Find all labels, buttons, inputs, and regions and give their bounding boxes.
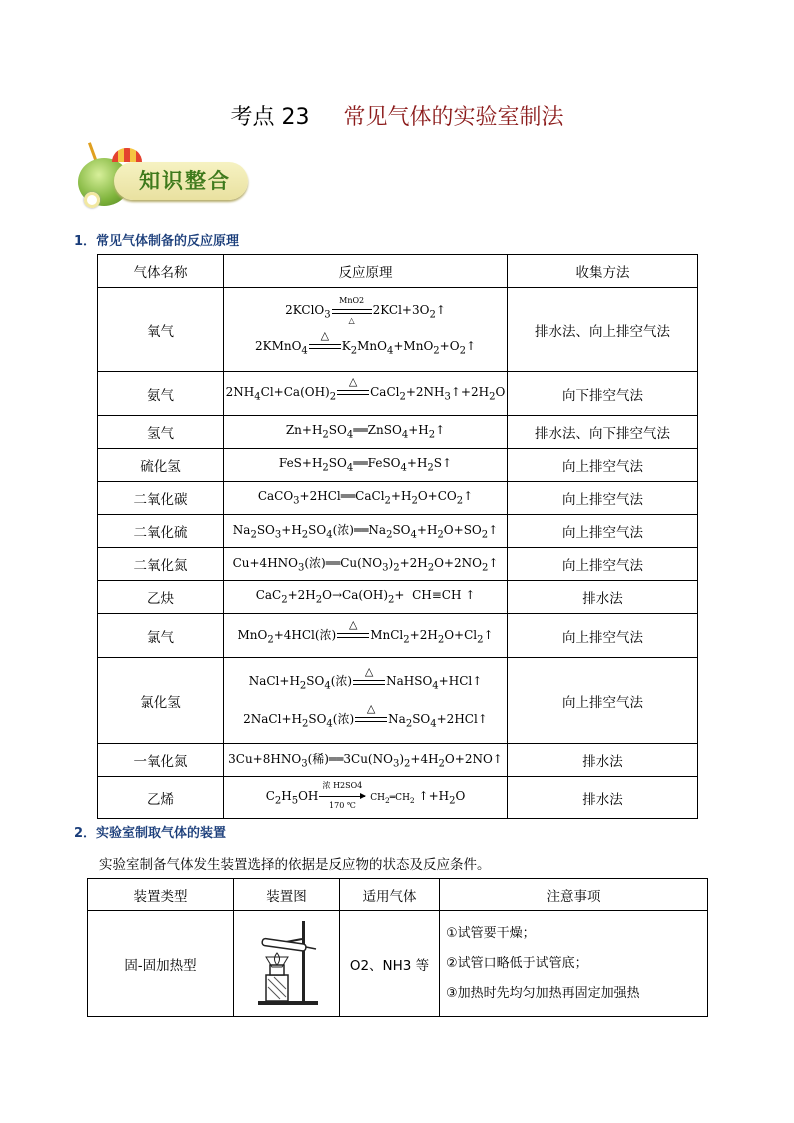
- equation: $CaCO_3+2HCl══CaCl_2+H_2O+CO_2↑$: [257, 489, 474, 507]
- reaction-cell: [224, 482, 508, 515]
- gas-name: 氨气: [98, 372, 224, 416]
- col-notes: 注意事项: [440, 879, 708, 911]
- table-header-row: [98, 255, 698, 288]
- equation: $FeS+H_2SO_4══FeSO_4+H_2S↑$: [278, 456, 453, 474]
- equation: $C_2H_5OH$ 浓 H2SO4 170 ℃ $CH_2═CH_2$ $↑+H_2O$: [265, 781, 466, 811]
- topic-name: 常见气体的实验室制法: [343, 105, 564, 130]
- reaction-cell: [224, 658, 508, 744]
- table-row: [98, 548, 698, 581]
- reaction-cell: [224, 777, 508, 819]
- table-row: [98, 614, 698, 658]
- table-row: [98, 658, 698, 744]
- equation: 2KClO$_3$ MnO2 △ $2KCl+3O_2↑$: [285, 295, 446, 325]
- apparatus-type: 固-固加热型: [88, 911, 234, 1017]
- collect-method: 向上排空气法: [508, 515, 698, 548]
- col-suitable-gas: 适用气体: [340, 879, 440, 911]
- equation: $Na_2SO_3+H_2SO_4$(浓)$══Na_2SO_4+H_2O+SO_2↑$: [232, 523, 499, 541]
- table-row: [98, 288, 698, 372]
- collect-method: 排水法、向上排空气法: [508, 288, 698, 372]
- gas-name: 二氧化碳: [98, 482, 224, 515]
- gas-name: 氯气: [98, 614, 224, 658]
- equation: $Cu+4HNO_3$(浓)$══Cu(NO_3)_2+2H_2O+2NO_2↑$: [232, 556, 499, 574]
- gas-name: 乙炔: [98, 581, 224, 614]
- table-row: [98, 777, 698, 819]
- topic-number: 考点 23: [230, 105, 310, 130]
- gas-name: 二氧化氮: [98, 548, 224, 581]
- collect-method: 向上排空气法: [508, 548, 698, 581]
- table-row: [98, 482, 698, 515]
- col-gas-name: 气体名称: [98, 255, 224, 288]
- flower-icon: [84, 192, 100, 208]
- umbrella-icon: [112, 148, 142, 162]
- section1-heading: 1．常见气体制备的反应原理: [74, 234, 240, 249]
- collect-method: 排水法: [508, 581, 698, 614]
- note-item: ②试管口略低于试管底；: [446, 955, 588, 971]
- equation: $CaC_2+2H_2O\to Ca(OH)_2+ CH\equiv CH$ ↑: [255, 588, 476, 606]
- table-header-row: [88, 879, 708, 911]
- col-reaction: 反应原理: [224, 255, 508, 288]
- section2-heading: 2．实验室制取气体的装置: [74, 826, 227, 841]
- badge-banner: 知识整合: [114, 162, 248, 200]
- reaction-cell: [224, 416, 508, 449]
- heating-apparatus-icon: [252, 917, 322, 1007]
- collect-method: 向上排空气法: [508, 614, 698, 658]
- table-row: [98, 449, 698, 482]
- reaction-cell: [224, 515, 508, 548]
- gas-name: 硫化氢: [98, 449, 224, 482]
- equation: $NaCl+H_2SO_4$(浓) △ NaHSO$_4$+HCl↑: [248, 664, 483, 692]
- suitable-gas: O2、NH3 等: [340, 911, 440, 1017]
- apparatus-table: [87, 878, 708, 1017]
- reaction-cell: [224, 449, 508, 482]
- notes-cell: [440, 911, 708, 1017]
- note-item: ①试管要干燥；: [446, 925, 536, 941]
- equation: $2NaCl+H_2SO_4$(浓) △ $Na_2SO_4+2HCl↑$: [243, 702, 488, 729]
- section2-intro: 实验室制备气体发生装置选择的依据是反应物的状态及反应条件。: [99, 857, 491, 873]
- reaction-cell: [224, 372, 508, 416]
- apparatus-figure: [234, 911, 340, 1017]
- col-apparatus-figure: 装置图: [234, 879, 340, 911]
- equation: $Zn+H_2SO_4══ZnSO_4+H_2↑$: [285, 423, 446, 441]
- table-row: [98, 416, 698, 449]
- table-row: [98, 372, 698, 416]
- col-apparatus-type: 装置类型: [88, 879, 234, 911]
- reaction-cell: [224, 581, 508, 614]
- page-title: [0, 100, 794, 131]
- equation: MnO$_2$+4HCl(浓) △ $MnCl_2+2H_2O+Cl_2↑$: [237, 618, 494, 646]
- collect-method: 向上排空气法: [508, 449, 698, 482]
- reaction-cell: [224, 614, 508, 658]
- collect-method: 向下排空气法: [508, 372, 698, 416]
- collect-method: 排水法、向下排空气法: [508, 416, 698, 449]
- equation: $3Cu+8HNO_3$(稀)$══3Cu(NO_3)_2+4H_2O+2NO↑$: [228, 752, 503, 770]
- reaction-cell: [224, 288, 508, 372]
- gas-name: 一氧化氮: [98, 744, 224, 777]
- collect-method: 排水法: [508, 744, 698, 777]
- gas-name: 氧气: [98, 288, 224, 372]
- table-row: [98, 744, 698, 777]
- reaction-table: [97, 254, 698, 819]
- collect-method: 排水法: [508, 777, 698, 819]
- equation: $2NH_4Cl+Ca(OH)_2$ △ $CaCl_2+2NH_3↑+2H_2O$: [225, 375, 506, 403]
- table-row: [88, 911, 708, 1017]
- note-item: ③加热时先均匀加热再固定加强热: [446, 985, 640, 1001]
- gas-name: 氯化氢: [98, 658, 224, 744]
- gas-name: 乙烯: [98, 777, 224, 819]
- equation: 2KMnO$_4$ △ $K_2MnO_4+MnO_2+O_2↑$: [254, 329, 477, 356]
- collect-method: 向上排空气法: [508, 482, 698, 515]
- collect-method: 向上排空气法: [508, 658, 698, 744]
- knowledge-badge: [74, 142, 254, 212]
- gas-name: 二氧化硫: [98, 515, 224, 548]
- reaction-cell: [224, 548, 508, 581]
- col-collect: 收集方法: [508, 255, 698, 288]
- gas-name: 氢气: [98, 416, 224, 449]
- reaction-cell: [224, 744, 508, 777]
- table-row: [98, 581, 698, 614]
- table-row: [98, 515, 698, 548]
